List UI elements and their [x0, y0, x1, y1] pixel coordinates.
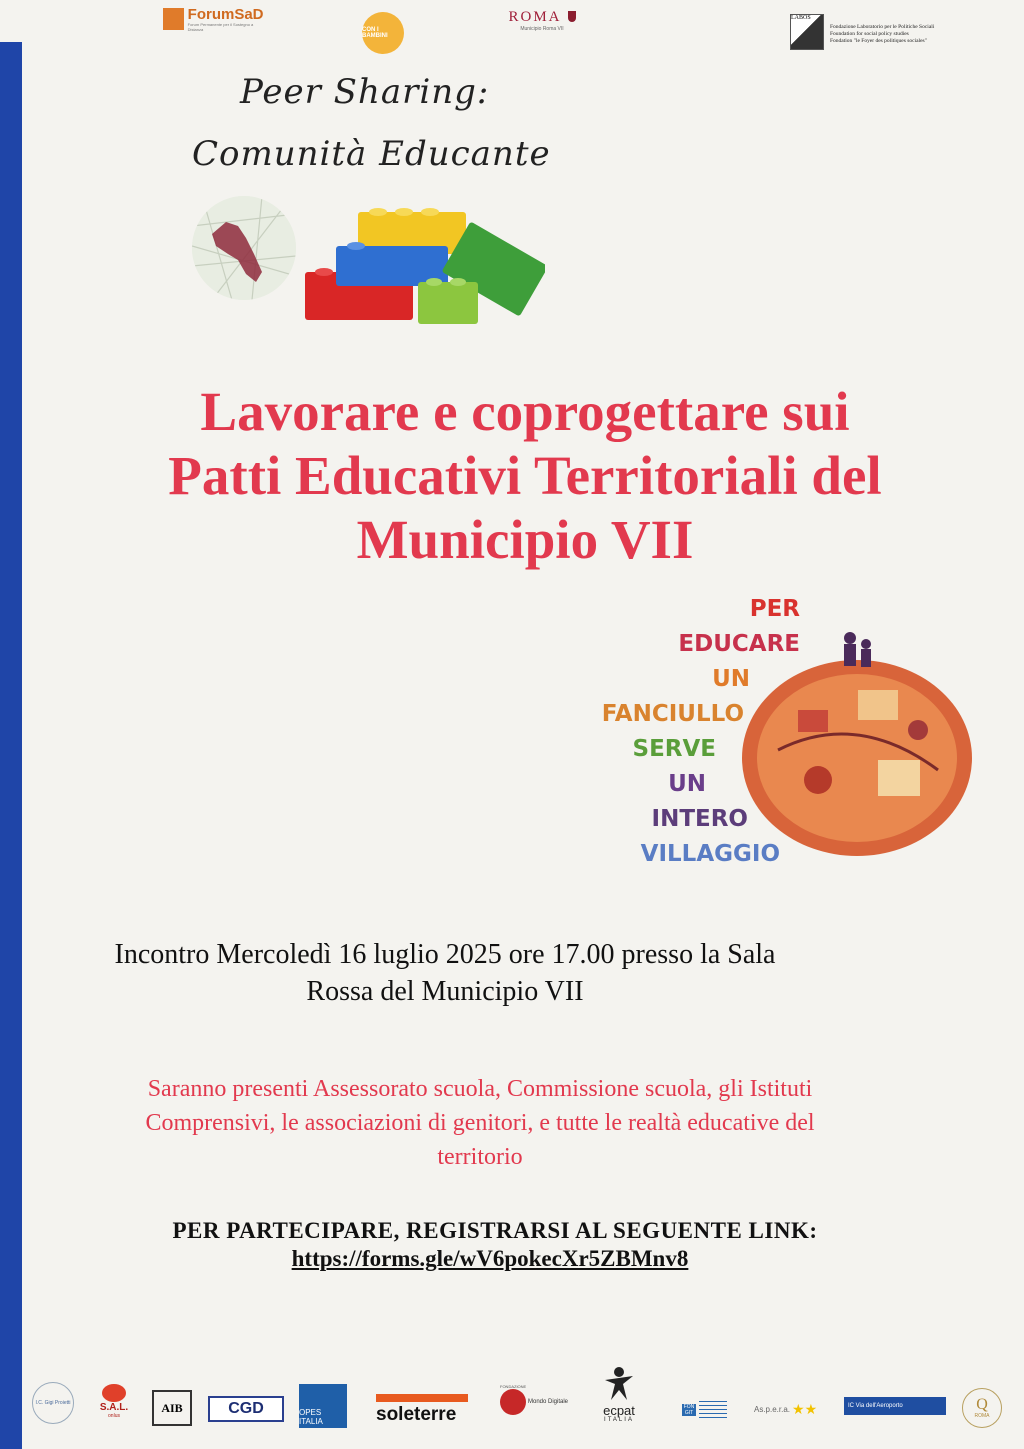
sal-sub: onlus: [108, 1413, 120, 1419]
roma-municipio-logo[interactable]: [497, 8, 587, 40]
proverb-word: FANCIULLO: [601, 701, 744, 727]
labos-mark: LABOS: [790, 14, 824, 50]
opes-logo[interactable]: [299, 1384, 347, 1428]
lime-brick-icon: [418, 278, 478, 324]
aib-logo[interactable]: [152, 1390, 192, 1426]
labos-line: Fondation "le Foyer des politiques sociales": [830, 38, 927, 44]
proverb-word: INTERO: [651, 806, 748, 832]
sal-sun-icon: [102, 1384, 126, 1402]
registration-link[interactable]: https://forms.gle/wV6pokecXr5ZBMnv8: [291, 1246, 689, 1271]
ecpat-figure-icon: [601, 1366, 637, 1400]
ecpat-sub: ITALIA: [604, 1417, 634, 1423]
cgd-logo[interactable]: [208, 1396, 284, 1422]
participants-line: Comprensivi, le associazioni di genitori, e tutte le realtà educative del: [145, 1110, 815, 1136]
proverb-word: SERVE: [632, 736, 716, 762]
lego-bricks-image: [300, 200, 545, 330]
forumsad-name: ForumSaD: [187, 5, 264, 23]
meeting-line: Rossa del Municipio VII: [306, 976, 584, 1007]
roma-subtitle: Municipio Roma VII: [520, 26, 564, 32]
ic-aeroporto-text: IC Via dell'Aeroporto: [848, 1403, 903, 1409]
municipio-map-image: [192, 196, 296, 300]
conibambini-logo[interactable]: [362, 12, 404, 54]
qroma-text: ROMA: [974, 1413, 990, 1419]
proverb-word: PER: [749, 596, 800, 622]
title-line: Lavorare e coprogettare sui: [200, 381, 850, 442]
sal-logo[interactable]: [96, 1384, 132, 1422]
blue-side-bar: [0, 42, 22, 1449]
globe-icon: [500, 1389, 526, 1415]
page-title: [40, 380, 1010, 572]
stars-icon: ★★: [792, 1400, 818, 1417]
qroma-logo[interactable]: [962, 1388, 1002, 1428]
gigi-proietti-text: I.C. Gigi Proietti: [35, 1400, 71, 1406]
conibambini-text: CON I BAMBINI: [362, 27, 388, 39]
forumsad-subtitle: Forum Permanente per il Sostegno a Distanza: [187, 21, 254, 32]
cgd-text: CGD: [228, 1400, 264, 1417]
proverb-word: UN: [712, 666, 750, 692]
ecpat-logo[interactable]: [598, 1366, 640, 1430]
gigi-proietti-logo[interactable]: [32, 1382, 74, 1424]
heading-peer-sharing: Peer Sharing:: [240, 72, 490, 112]
soleterre-bar-icon: [376, 1394, 468, 1402]
meeting-info: [40, 936, 850, 1010]
proverb-word: EDUCARE: [678, 631, 800, 657]
ecpat-text: ecpat: [603, 1403, 635, 1418]
sal-text: S.A.L.: [99, 1402, 129, 1413]
title-line: Patti Educativi Territoriali del: [168, 445, 882, 506]
labos-logo[interactable]: [790, 14, 950, 54]
aspera-text: As.p.e.r.a.: [754, 1404, 791, 1414]
title-line: Municipio VII: [356, 509, 694, 570]
opes-text: OPES ITALIA: [299, 1408, 323, 1426]
labos-line: Fondazione Laboratorio per le Politiche Sociali: [830, 24, 935, 30]
fongit-logo[interactable]: [682, 1396, 730, 1424]
proverb-word: UN: [668, 771, 706, 797]
fongit-mark: FONGIT: [683, 1404, 695, 1416]
participants-line: territorio: [437, 1144, 523, 1170]
soleterre-logo[interactable]: [376, 1394, 468, 1424]
forumsad-mark-icon: [163, 8, 184, 30]
mondo-digitale-text: Mondo Digitale: [528, 1399, 569, 1405]
roma-name: ROMA: [508, 9, 562, 25]
registration-label: PER PARTECIPARE, REGISTRARSI AL SEGUENTE LINK:: [172, 1218, 818, 1243]
forumsad-logo[interactable]: [163, 6, 265, 32]
proverb-word: VILLAGGIO: [640, 841, 780, 867]
qroma-q-icon: Q: [976, 1396, 988, 1413]
labos-line: Foundation for social policy studies: [830, 31, 909, 37]
mondo-digitale-logo[interactable]: [500, 1384, 570, 1426]
soleterre-text: soleterre: [376, 1404, 457, 1425]
mondo-digitale-top: FONDAZIONE: [500, 1384, 527, 1389]
meeting-line: Incontro Mercoledì 16 luglio 2025 ore 17.00 presso la Sala: [114, 939, 776, 970]
village-illustration: [738, 630, 976, 860]
fongit-text-lines-icon: [699, 1401, 727, 1419]
heading-comunita-educante: Comunità Educante: [192, 134, 551, 174]
ic-aeroporto-logo[interactable]: [844, 1397, 946, 1415]
roma-shield-icon: [568, 11, 576, 22]
participants-line: Saranno presenti Assessorato scuola, Commissione scuola, gli Istituti: [147, 1076, 813, 1102]
participants-info: [60, 1072, 900, 1174]
aib-text: AIB: [161, 1400, 183, 1415]
aspera-logo[interactable]: [754, 1392, 820, 1426]
